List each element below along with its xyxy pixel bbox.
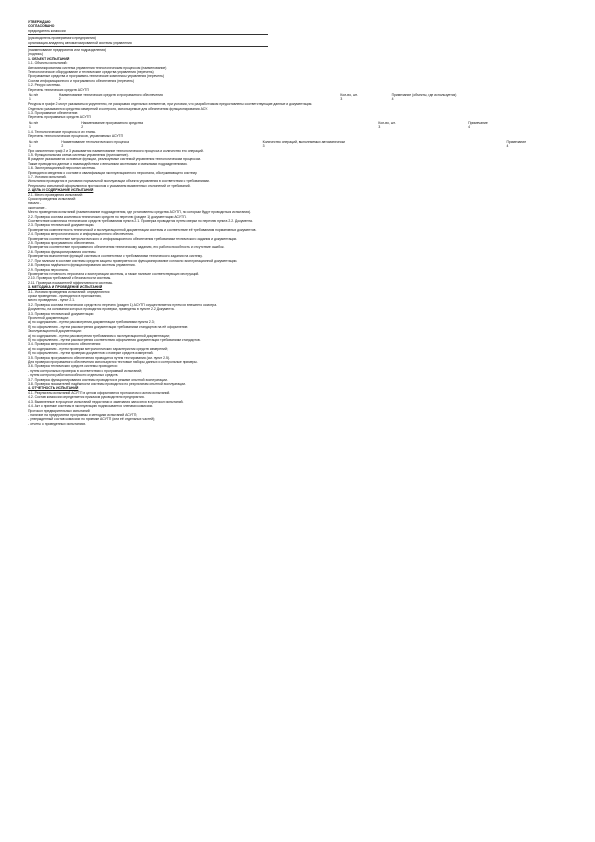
table-cell: Наименование технических средств и программного обеспечения xyxy=(58,93,163,98)
table-cell: Кол-во, шт. xyxy=(340,93,358,98)
note: Отдельно указываются средства измерений и контроля, используемые для обеспечения функционирования АСУ. xyxy=(28,106,208,111)
text-line: 2.1. Место проведения испытаний: xyxy=(28,192,83,197)
section-body xyxy=(28,193,568,286)
text-line: б) по оформлению - путем рассмотрения соответствия оформления документации требованиям стандартов. xyxy=(28,338,201,342)
table-cell: Наименование программного средства xyxy=(81,120,143,125)
table-cell: № п/п xyxy=(29,93,39,98)
text-line: 2.8. Проверка надёжности функционирования системы управления. xyxy=(28,263,136,268)
table-cell: 1 xyxy=(29,124,31,129)
text-line: При заполнении граф 2 и 3 указывается наименование технологического процесса и количество его операций. xyxy=(28,148,204,153)
subheading: 1.4. Технологические процессы и их этапы. xyxy=(28,129,97,134)
text-line: - путем контроля работоспособности отдельных средств. xyxy=(28,373,119,378)
text-line: 2.3. Проверка технической документации. xyxy=(28,223,95,228)
text-line: Испытания проводятся в условиях нормальной эксплуатации объекта управления в соответствии с требованиями. xyxy=(28,179,210,184)
text-line: а) по содержанию - путем проверки метрологических характеристик средств измерений; xyxy=(28,346,168,351)
text-line: - отчеты о проведенных испытаниях. xyxy=(28,421,87,426)
text-line: а) по содержанию - путем рассмотрения требованиям к эксплуатационной документации; xyxy=(28,333,170,338)
table-cell: 3 xyxy=(378,124,381,129)
table-cell: 1 xyxy=(29,97,31,102)
table-index-row xyxy=(28,144,568,148)
table-cell: Кол-во, шт. xyxy=(378,120,396,125)
text-line: 3.8. Проверка показателей надёжности системы проводится по результатам опытной эксплуатации. xyxy=(28,382,186,387)
text-line: Технологическое оборудование и технические средства управления (перечень) xyxy=(28,70,154,75)
text-line: окончание - xyxy=(28,205,47,210)
text-line: - утвержденный состав комиссии по приемке АСУТП (или её отдельных частей); xyxy=(28,417,156,422)
text-line: Проектной документации: xyxy=(28,315,69,320)
text-line: 3.7. Проверка функционирования системы проводится в режиме опытной эксплуатации. xyxy=(28,377,168,382)
text-line: 4.2. Состав комиссии определяется приказом руководителя предприятия. xyxy=(28,395,145,400)
text-line: Проверяется соответствие метрологического и информационного обеспечения требованиям технического задания и документации. xyxy=(28,236,238,241)
header-line: председатель комиссии xyxy=(28,28,66,33)
table-cell: 2 xyxy=(61,143,64,148)
text-line: 2.11. Проверка показателей эффективности системы. xyxy=(28,280,114,285)
text-line: начало - xyxy=(28,201,42,206)
text-line: сроки проведения - приводятся в приложении, xyxy=(28,293,102,298)
text-line: 3.6. Проверка технических средств системы проводится: xyxy=(28,364,118,369)
subheading: 1.2. Ресурс системы. xyxy=(28,83,61,88)
table-cell: № п/п xyxy=(29,139,39,144)
text-line: Для проверки программного обеспечения используются тестовые наборы данных и контрольные примеры. xyxy=(28,360,198,365)
table-cell: 1 xyxy=(29,143,31,148)
subheading: Перечень программных средств АСУТП xyxy=(28,115,91,120)
section-body xyxy=(28,61,568,83)
text-line: Также приводятся данные о взаимодействии с внешними системами и смежными подразделениями. xyxy=(28,161,188,166)
header-line: (подпись) xyxy=(28,52,44,57)
text-line: 4.1. Результаты испытаний АСУТП в целом оформляются протоколом и актом испытаний. xyxy=(28,390,171,395)
text-line: Соответствие комплекса технических средств требованиям пункта 2.1. Проверка проводится путем сверки по перечню пункта 2.2. Документа. xyxy=(28,219,253,224)
text-line: 4.3. Выявленные в процессе испытаний недостатки и замечания заносятся в протокол испытаний. xyxy=(28,399,184,404)
text-line: Результаты испытаний оформляются протоколом с указанием выявленных отклонений от требований. xyxy=(28,183,191,188)
text-line: Проверяется выполнение функций системы в соответствии с требованиями технического задания на систему. xyxy=(28,254,203,259)
text-line: 3.2. Проверка состава технических средств по перечню (раздел 1) АСУТП осуществляется путем их внешнего осмотра. xyxy=(28,302,218,307)
text-line: 1.1. Объекты испытаний: xyxy=(28,61,68,66)
signature-line xyxy=(28,46,268,47)
text-line: Программные средства и программно-технические комплексы управления (перечень) xyxy=(28,74,164,79)
text-line: 1.7. Условия испытаний. xyxy=(28,174,67,179)
table-cell: 3 xyxy=(340,97,343,102)
text-line: 1.5. Функциональная схема системы управления (приложение). xyxy=(28,152,129,157)
header-line: организация-владелец автоматизированной системы управления xyxy=(28,40,132,45)
text-line: 2.6. Проверка функционирования системы. xyxy=(28,249,97,254)
header-line: (руководитель проверяемого предприятия) xyxy=(28,36,96,41)
text-line: 3.3. Проверка технической документации xyxy=(28,311,94,316)
text-line: а) по содержанию - путем рассмотрения документации требованиям пункта 2.3; xyxy=(28,320,155,325)
section-title: 1. ОБЪЕКТ ИСПЫТАНИЙ xyxy=(28,56,70,61)
table-cell: 4 xyxy=(468,124,471,129)
text-line: Приводятся сведения о составе и квалификации эксплуатационного персонала, обслуживающего систему. xyxy=(28,170,198,175)
text-line: б) по оформлению - путем рассмотрения документации требованиям стандартов на её оформление. xyxy=(28,324,189,329)
table-cell: 3 xyxy=(262,143,265,148)
table-cell: 4 xyxy=(506,143,509,148)
text-line: - путем контрольных проверок в соответствии с программой испытаний; xyxy=(28,368,143,373)
document xyxy=(28,20,568,426)
approve-heading: УТВЕРЖДАЮ xyxy=(28,20,51,24)
subheading: Перечень технологических процессов, управляемых АСУТП xyxy=(28,134,124,139)
section-title: 3. МЕТОДИКА И ПРОВЕДЕНИЕ ИСПЫТАНИЙ xyxy=(28,285,103,290)
table-index-row xyxy=(28,97,568,101)
text-line: 2.4. Проверка метрологического и информационного обеспечения. xyxy=(28,232,134,237)
text-line: Состав информационного и программного обеспечения (перечень) xyxy=(28,78,135,83)
table-cell: Примечание (объекты, где используется) xyxy=(391,93,457,98)
text-line: 2.9. Проверка персонала. xyxy=(28,267,69,272)
text-line: 4.4. Акт о приемке системы в эксплуатацию подписывается членами комиссии. xyxy=(28,404,154,409)
table-cell: № п/п xyxy=(29,120,39,125)
text-line: Проверяется соответствие программного обеспечения техническому заданию, его работоспособность и отсутствие ошибок. xyxy=(28,245,225,250)
text-line: Проверяется готовность персонала к эксплуатации системы, а также наличие соответствующих инструкций. xyxy=(28,271,200,276)
header-line: (наименование предприятия или подразделения) xyxy=(28,48,107,53)
table-cell: Примечание xyxy=(506,139,527,144)
text-line: В разделе указываются основные функции, реализуемые системой управления технологическим процессом. xyxy=(28,157,201,162)
text-line: 2.7. При наличии в составе системы средств защиты проверяется их функционирование согласно эксплуатационной документации. xyxy=(28,258,238,263)
text-line: 2.10. Проверка требований к безопасности системы. xyxy=(28,276,112,281)
text-line: Документы, на основании которых проводятся проверки, приведены в пункте 2.2 Документа. xyxy=(28,307,175,312)
section-body xyxy=(28,391,568,426)
table-cell: 2 xyxy=(81,124,84,129)
text-line: Место проведения испытаний (наименование подразделения, где установлены средства АСУТП, по которым будут проводиться испытания). xyxy=(28,210,252,215)
text-line: Сроки проведения испытаний: xyxy=(28,197,76,201)
table-cell: 4 xyxy=(391,97,394,102)
text-line: Протокол предварительных испытаний xyxy=(28,408,90,413)
text-line: б) по оформлению - путем проверки документов о поверке средств измерений. xyxy=(28,351,154,356)
process-table xyxy=(28,140,568,148)
section-title: 2. ЦЕЛЬ И СОДЕРЖАНИЕ ИСПЫТАНИЙ xyxy=(28,188,94,193)
text-line: 3.5. Проверка программного обеспечения проводится путем тестирования (см. пункт 2.5). xyxy=(28,355,170,360)
section-title: 4. ОТЧЕТНОСТЬ ИСПЫТАНИЙ xyxy=(28,386,79,391)
text-line: 2.5. Проверка программного обеспечения. xyxy=(28,241,95,246)
table-cell: Количество операций, выполняемых автоматически xyxy=(262,139,345,144)
text-line: Проверяется комплектность технической и эксплуатационной документации системы и соответствие её требованиям нормативных документов. xyxy=(28,227,257,232)
table-index-row xyxy=(28,125,568,129)
text-line: 2.2. Проверка состава комплекса технических средств по перечню (раздел 1) документации АСУТП. xyxy=(28,214,187,219)
equipment-table xyxy=(28,93,568,101)
text-line: место проведения - пункт 2.1. xyxy=(28,298,75,303)
table-cell: Примечание xyxy=(468,120,488,125)
text-line: Эксплуатационной документации: xyxy=(28,329,82,334)
table-cell: 2 xyxy=(58,97,61,102)
subheading: 1.3. Программное обеспечение. xyxy=(28,110,79,115)
text-line: Автоматизированная система управления технологическим процессом (наименование) xyxy=(28,65,167,70)
software-table xyxy=(28,121,568,129)
table-cell: Наименование технологического процесса xyxy=(61,139,129,144)
text-line: 1.6. Эксплуатационный персонал системы. xyxy=(28,166,96,171)
section-body xyxy=(28,290,568,387)
text-line: 3.1. Условия проведения испытаний: определяются xyxy=(28,289,110,294)
signature-line xyxy=(28,34,268,35)
text-line: - наличие на предприятии программы и методики испытаний АСУТП; xyxy=(28,412,138,417)
subheading: Перечень технических средств АСУТП xyxy=(28,87,89,92)
text-line: 3.4. Проверка метрологического обеспечения: xyxy=(28,342,102,347)
note: Ресурсы в графе 2 могут указываться укрупненно, не раскрывая отдельных элементов, при условии, что разработчиком предоставлены соответствующие данные и документация. xyxy=(28,102,313,107)
agreed-heading: СОГЛАСОВАНО xyxy=(28,24,55,29)
section-body xyxy=(28,149,568,189)
